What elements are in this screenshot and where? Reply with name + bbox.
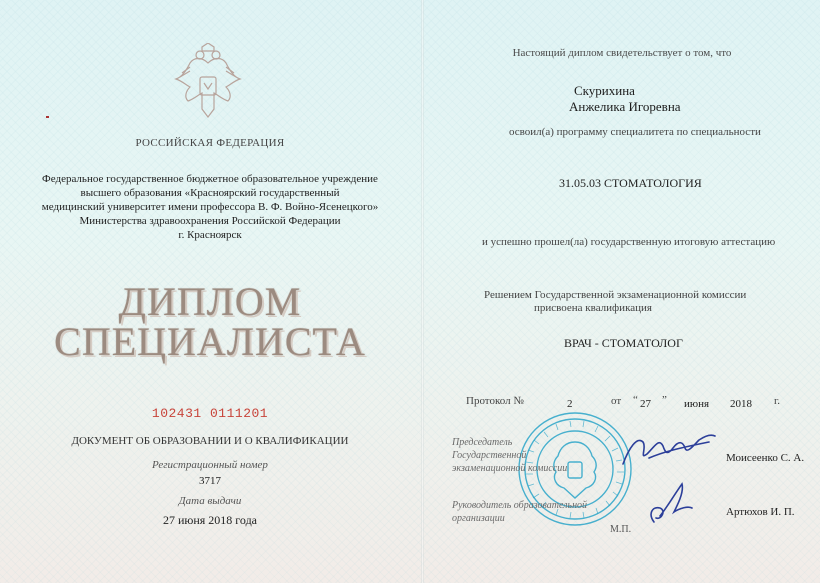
protocol-day: 27 [640, 398, 651, 410]
document-type: ДОКУМЕНТ ОБ ОБРАЗОВАНИИ И О КВАЛИФИКАЦИИ [71, 435, 349, 447]
head-label-line: Руководитель образовательной [452, 500, 588, 511]
protocol-number: 2 [567, 398, 573, 410]
protocol-from-label: от [611, 395, 622, 407]
organization-head-label [452, 499, 622, 525]
institution-line: медицинский университет имени профессора В. Ф. Войно-Ясенецкого» [41, 201, 379, 213]
country-name: РОССИЙСКАЯ ФЕДЕРАЦИЯ [135, 137, 285, 149]
signature-icon [638, 478, 698, 528]
issue-date-label: Дата выдачи [178, 495, 242, 507]
attestation-statement: и успешно прошел(ла) государственную итоговую аттестацию [482, 236, 776, 248]
right-page [424, 0, 820, 583]
commission-chair-label [452, 436, 622, 475]
coat-of-arms-icon [172, 43, 244, 123]
certification-intro: Настоящий диплом свидетельствует о том, что [512, 47, 732, 59]
serial-number: 102431 0111201 [151, 406, 269, 421]
registration-number: 3717 [199, 475, 221, 487]
head-label-line: организации [452, 513, 505, 524]
diploma-subtitle: СПЕЦИАЛИСТА [54, 319, 366, 364]
issue-date: 27 июня 2018 года [162, 513, 258, 527]
protocol-month: июня [684, 398, 710, 410]
qualification: ВРАЧ - СТОМАТОЛОГ [564, 336, 683, 350]
institution-line: г. Красноярск [178, 229, 242, 241]
ink-speck [46, 116, 49, 118]
chair-label-line: экзаменационной комиссии [452, 463, 568, 474]
protocol-label: Протокол № [466, 395, 524, 407]
quote-close: ” [662, 394, 667, 406]
organization-head-name: Артюхов И. П. [726, 506, 795, 518]
institution-line: высшего образования «Красноярский государственный [80, 187, 340, 199]
quote-open: “ [633, 394, 638, 406]
graduate-first-name: Анжелика Игоревна [569, 99, 681, 114]
commission-decision: Решением Государственной экзаменационной комиссии [484, 289, 747, 301]
registration-label: Регистрационный номер [152, 459, 268, 471]
institution-name [30, 172, 390, 242]
qualification-assigned: присвоена квалификация [534, 302, 652, 314]
specialty: 31.05.03 СТОМАТОЛОГИЯ [559, 176, 702, 190]
institution-line: Федеральное государственное бюджетное образовательное учреждение [42, 173, 378, 185]
stamp-place-label: М.П. [610, 524, 632, 535]
protocol-year: 2018 [730, 398, 752, 410]
institution-line: Министерства здравоохранения Российской Федерации [79, 215, 341, 227]
signature-icon [619, 428, 719, 472]
chair-label-line: Председатель [452, 437, 513, 448]
graduate-last-name: Скурихина [574, 83, 635, 98]
commission-chair-name: Моисеенко С. А. [726, 452, 805, 464]
year-suffix: г. [774, 395, 781, 407]
chair-label-line: Государственной [452, 450, 527, 461]
program-statement: освоил(а) программу специалитета по специальности [509, 126, 761, 138]
diploma-title: ДИПЛОМ [118, 279, 302, 324]
